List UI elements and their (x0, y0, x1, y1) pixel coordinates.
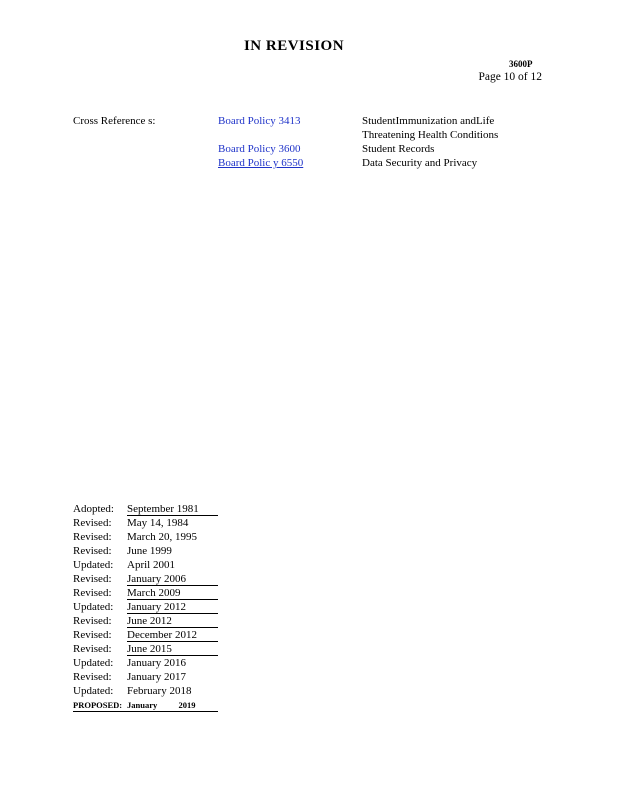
history-row (73, 684, 218, 698)
history-label: Revised: (73, 643, 112, 655)
history-label: Revised: (73, 545, 112, 557)
history-label: PROPOSED: (73, 700, 123, 710)
history-row (73, 628, 218, 642)
history-row-proposed (73, 698, 218, 712)
history-label: Updated: (73, 657, 114, 669)
policy-code: 3600P (509, 59, 533, 69)
history-row (73, 502, 218, 516)
history-label: Revised: (73, 671, 112, 683)
cross-reference-label: Cross Reference s: (73, 115, 156, 127)
policy-link-6550[interactable]: Board Polic y 6550 (218, 157, 304, 169)
history-label: Revised: (73, 517, 112, 529)
page-number: Page 10 of 12 (478, 71, 542, 83)
history-row (73, 586, 218, 600)
history-row (73, 670, 218, 684)
history-label: Updated: (73, 685, 114, 697)
history-label: Revised: (73, 587, 112, 599)
policy-link-3600[interactable]: Board Policy 3600 (218, 143, 301, 155)
history-row (73, 544, 218, 558)
history-label: Revised: (73, 531, 112, 543)
history-date: June 1999 (127, 545, 172, 557)
history-label: Adopted: (73, 503, 114, 515)
history-label: Revised: (73, 615, 112, 627)
policy-description-6550: Data Security and Privacy (362, 157, 478, 169)
history-label: Updated: (73, 601, 114, 613)
history-row (73, 600, 218, 614)
history-date: June 2015 (127, 643, 172, 655)
history-row (73, 642, 218, 656)
policy-description-3413-line1: StudentImmunization andLife (362, 115, 495, 127)
history-row (73, 614, 218, 628)
history-date: January 2019 (127, 700, 196, 710)
document-title: IN REVISION (243, 38, 345, 54)
history-date: March 20, 1995 (127, 531, 197, 543)
history-label: Updated: (73, 559, 114, 571)
history-date: January 2006 (127, 573, 186, 585)
history-date: January 2012 (127, 601, 186, 613)
history-date: June 2012 (127, 615, 172, 627)
history-date: January 2017 (127, 671, 186, 683)
history-date: April 2001 (127, 559, 175, 571)
history-date: May 14, 1984 (127, 517, 189, 529)
history-label: Revised: (73, 629, 112, 641)
history-date: January 2016 (127, 657, 186, 669)
history-row (73, 530, 218, 544)
policy-description-3600: Student Records (362, 143, 435, 155)
policy-description-3413-line2: Threatening Health Conditions (362, 129, 499, 141)
history-date: December 2012 (127, 629, 197, 641)
history-row (73, 516, 218, 530)
history-date: February 2018 (127, 685, 192, 697)
history-row (73, 558, 218, 572)
history-row (73, 656, 218, 670)
history-label: Revised: (73, 573, 112, 585)
history-date: September 1981 (127, 503, 199, 515)
history-date: March 2009 (127, 587, 181, 599)
history-row (73, 572, 218, 586)
revision-history (73, 502, 218, 712)
policy-link-3413[interactable]: Board Policy 3413 (218, 115, 301, 127)
